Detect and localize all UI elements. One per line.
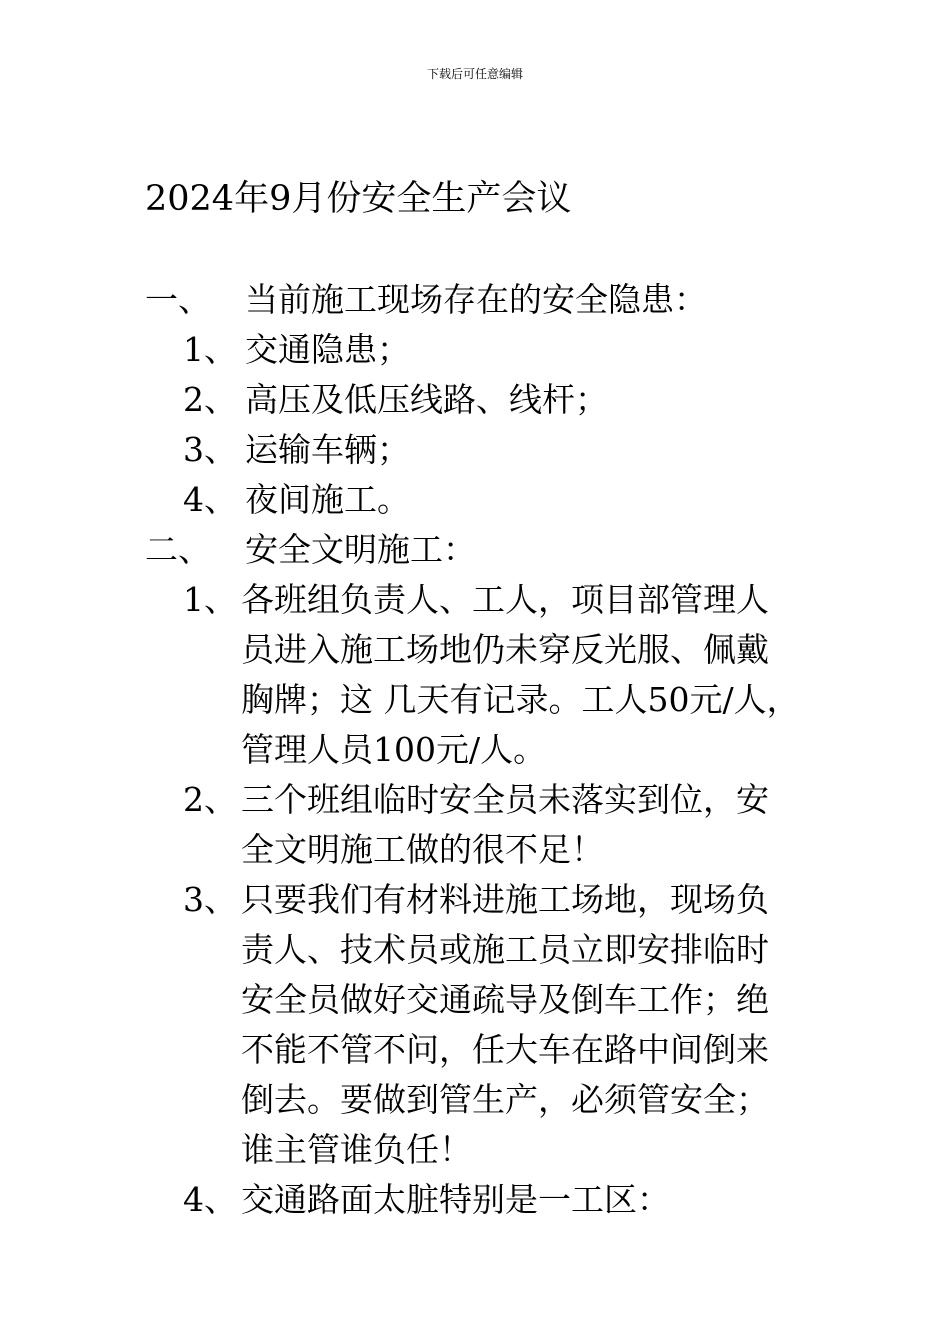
section-2-title: 安全文明施工： <box>245 530 476 569</box>
section-2-item-1-line-4: 管理人员100元/人。 <box>241 730 547 769</box>
section-2-item-1-line-3: 胸牌；这 几天有记录。工人50元/人， <box>241 680 800 719</box>
section-2-item-1-number: 1、 <box>183 580 237 619</box>
section-2-marker: 二、 <box>145 530 211 569</box>
section-2-item-2-line-1: 三个班组临时安全员未落实到位，安 <box>241 780 769 819</box>
section-2-item-2-line-2: 全文明施工做的很不足！ <box>241 830 604 869</box>
section-2-item-3-line-5: 倒去。要做到管生产，必须管安全； <box>241 1080 769 1119</box>
section-2-item-1-line-1: 各班组负责人、工人，项目部管理人 <box>241 580 769 619</box>
section-1-item-4-text: 夜间施工。 <box>245 480 410 519</box>
section-2-item-4-number: 4、 <box>183 1180 237 1219</box>
page-header-note: 下载后可任意编辑 <box>426 67 523 81</box>
section-1-item-1-text: 交通隐患； <box>245 330 410 369</box>
section-2-item-3-number: 3、 <box>183 880 237 919</box>
section-1-item-3-number: 3、 <box>183 430 237 469</box>
document-title: 2024年9月份安全生产会议 <box>145 179 572 219</box>
section-2-item-4-line-1: 交通路面太脏特别是一工区： <box>241 1180 670 1219</box>
section-2-item-1-line-2: 员进入施工场地仍未穿反光服、佩戴 <box>241 630 769 669</box>
section-2-item-3-line-3: 安全员做好交通疏导及倒车工作；绝 <box>241 980 769 1019</box>
section-2-item-3-line-1: 只要我们有材料进施工场地，现场负 <box>241 880 769 919</box>
section-1-title: 当前施工现场存在的安全隐患： <box>245 280 707 319</box>
section-1-item-2-number: 2、 <box>183 380 237 419</box>
section-2-item-2-number: 2、 <box>183 780 237 819</box>
section-1-marker: 一、 <box>145 280 211 319</box>
section-1-item-2-text: 高压及低压线路、线杆； <box>245 380 608 419</box>
section-1-item-1-number: 1、 <box>183 330 237 369</box>
section-2-item-3-line-4: 不能不管不问，任大车在路中间倒来 <box>241 1030 769 1069</box>
section-1-item-4-number: 4、 <box>183 480 237 519</box>
section-2-item-3-line-2: 责人、技术员或施工员立即安排临时 <box>241 930 769 969</box>
section-1-item-3-text: 运输车辆； <box>245 430 410 469</box>
section-2-item-3-line-6: 谁主管谁负任！ <box>241 1130 472 1169</box>
